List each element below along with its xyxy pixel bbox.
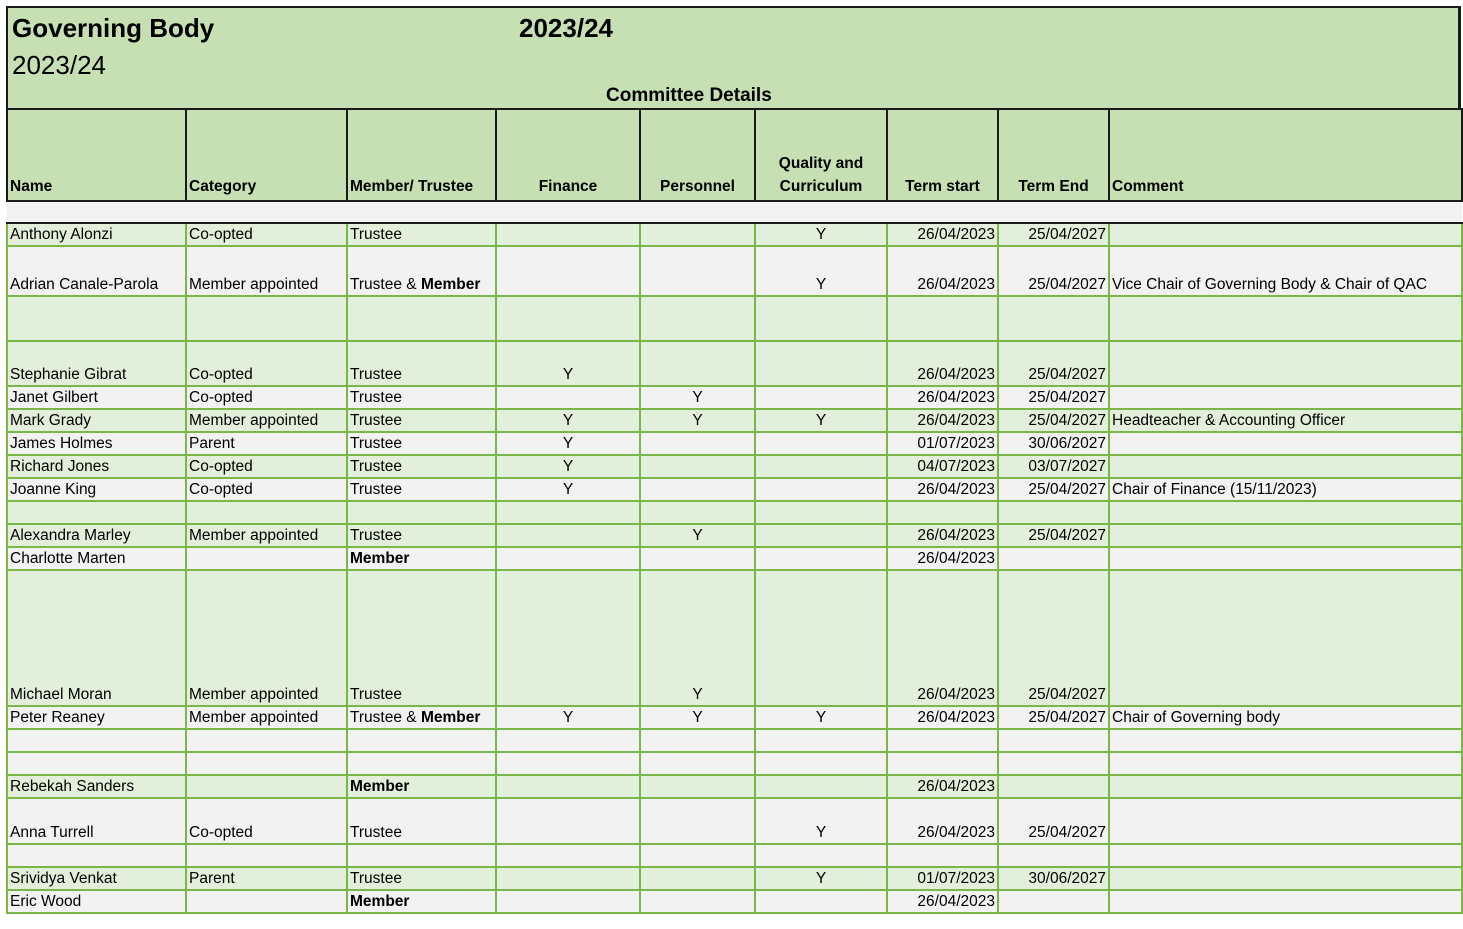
term-end-cell[interactable]: 25/04/2027 (998, 246, 1109, 296)
table-row (7, 386, 1462, 409)
member-category-cell[interactable]: Co-opted (186, 386, 347, 409)
comment-cell[interactable] (1109, 570, 1462, 706)
finance-flag-cell[interactable] (496, 798, 640, 844)
member-name-cell[interactable]: Michael Moran (7, 570, 186, 706)
member-name-cell[interactable]: Mark Grady (7, 409, 186, 432)
table-row (7, 455, 1462, 478)
personnel-flag-cell[interactable]: Y (640, 524, 755, 547)
personnel-flag-cell[interactable] (640, 752, 755, 775)
quality-flag-cell[interactable] (755, 341, 887, 386)
personnel-flag-cell[interactable] (640, 341, 755, 386)
title-banner (6, 6, 1461, 108)
comment-cell[interactable] (1109, 752, 1462, 775)
year-heading: 2023/24 (519, 13, 613, 43)
term-start-cell[interactable]: 26/04/2023 (887, 409, 998, 432)
member-name-cell[interactable]: Adrian Canale-Parola (7, 246, 186, 296)
table-header (7, 109, 1462, 223)
role-member-bold: Member (350, 778, 410, 795)
personnel-flag-cell[interactable] (640, 455, 755, 478)
member-name-cell[interactable]: James Holmes (7, 432, 186, 455)
comment-cell[interactable] (1109, 455, 1462, 478)
comment-cell[interactable] (1109, 341, 1462, 386)
table-row (7, 246, 1462, 296)
finance-flag-cell[interactable]: Y (496, 341, 640, 386)
member-name-cell[interactable]: Anna Turrell (7, 798, 186, 844)
term-start-cell[interactable]: 26/04/2023 (887, 570, 998, 706)
term-end-cell[interactable]: 25/04/2027 (998, 706, 1109, 729)
col-name: Name (7, 109, 186, 201)
comment-cell[interactable]: Vice Chair of Governing Body & Chair of QAC (1109, 246, 1462, 296)
table-row (7, 844, 1462, 867)
term-start-cell[interactable] (887, 501, 998, 524)
member-role-cell[interactable] (347, 223, 496, 246)
member-category-cell[interactable]: Parent (186, 867, 347, 890)
finance-flag-cell[interactable]: Y (496, 409, 640, 432)
finance-flag-cell[interactable] (496, 844, 640, 867)
table-row (7, 570, 1462, 706)
table-body (7, 223, 1462, 913)
member-name-cell[interactable]: Janet Gilbert (7, 386, 186, 409)
personnel-flag-cell[interactable] (640, 223, 755, 246)
finance-flag-cell[interactable] (496, 752, 640, 775)
col-quality-line1: Quality and (778, 155, 864, 172)
finance-flag-cell[interactable] (496, 386, 640, 409)
comment-cell[interactable] (1109, 524, 1462, 547)
comment-cell[interactable] (1109, 844, 1462, 867)
comment-cell[interactable]: Headteacher & Accounting Officer (1109, 409, 1462, 432)
quality-flag-cell[interactable] (755, 296, 887, 341)
table-row (7, 547, 1462, 570)
quality-flag-cell[interactable] (755, 455, 887, 478)
finance-flag-cell[interactable] (496, 890, 640, 913)
term-start-cell[interactable]: 04/07/2023 (887, 455, 998, 478)
term-end-cell[interactable] (998, 501, 1109, 524)
member-name-cell[interactable]: Richard Jones (7, 455, 186, 478)
personnel-flag-cell[interactable] (640, 501, 755, 524)
member-role-cell[interactable] (347, 547, 496, 570)
role-text: Trustee (350, 824, 402, 841)
personnel-flag-cell[interactable] (640, 775, 755, 798)
quality-flag-cell[interactable] (755, 386, 887, 409)
finance-flag-cell[interactable] (496, 524, 640, 547)
finance-flag-cell[interactable] (496, 501, 640, 524)
member-category-cell[interactable]: Co-opted (186, 478, 347, 501)
member-role-cell[interactable] (347, 775, 496, 798)
finance-flag-cell[interactable] (496, 223, 640, 246)
quality-flag-cell[interactable] (755, 752, 887, 775)
member-category-cell[interactable]: Co-opted (186, 798, 347, 844)
member-role-cell[interactable] (347, 844, 496, 867)
quality-flag-cell[interactable] (755, 775, 887, 798)
role-member-bold: Member (350, 550, 410, 567)
term-start-cell[interactable]: 26/04/2023 (887, 478, 998, 501)
role-text: Trustee (350, 226, 402, 243)
member-category-cell[interactable] (186, 775, 347, 798)
table-row (7, 478, 1462, 501)
personnel-flag-cell[interactable] (640, 867, 755, 890)
table-row (7, 524, 1462, 547)
term-end-cell[interactable]: 25/04/2027 (998, 524, 1109, 547)
term-start-cell[interactable]: 26/04/2023 (887, 246, 998, 296)
quality-flag-cell[interactable]: Y (755, 223, 887, 246)
term-end-cell[interactable] (998, 890, 1109, 913)
personnel-flag-cell[interactable] (640, 890, 755, 913)
committee-heading: Committee Details (606, 85, 772, 106)
term-end-cell[interactable] (998, 844, 1109, 867)
member-name-cell[interactable] (7, 501, 186, 524)
col-category: Category (186, 109, 347, 201)
comment-cell[interactable] (1109, 547, 1462, 570)
member-role-cell[interactable] (347, 455, 496, 478)
member-name-cell[interactable] (7, 844, 186, 867)
term-start-cell[interactable]: 26/04/2023 (887, 706, 998, 729)
term-end-cell[interactable] (998, 775, 1109, 798)
member-category-cell[interactable] (186, 547, 347, 570)
term-end-cell[interactable] (998, 296, 1109, 341)
finance-flag-cell[interactable]: Y (496, 478, 640, 501)
personnel-flag-cell[interactable] (640, 729, 755, 752)
member-role-cell[interactable] (347, 706, 496, 729)
comment-cell[interactable]: Chair of Governing body (1109, 706, 1462, 729)
term-start-cell[interactable] (887, 752, 998, 775)
term-end-cell[interactable]: 25/04/2027 (998, 409, 1109, 432)
member-category-cell[interactable]: Parent (186, 432, 347, 455)
personnel-flag-cell[interactable]: Y (640, 706, 755, 729)
term-end-cell[interactable]: 25/04/2027 (998, 341, 1109, 386)
role-text: Trustee (350, 458, 402, 475)
quality-flag-cell[interactable] (755, 729, 887, 752)
member-name-cell[interactable]: Peter Reaney (7, 706, 186, 729)
col-personnel: Personnel (640, 109, 755, 201)
member-role-cell[interactable] (347, 341, 496, 386)
table-row (7, 775, 1462, 798)
term-end-cell[interactable] (998, 729, 1109, 752)
personnel-flag-cell[interactable]: Y (640, 386, 755, 409)
term-end-cell[interactable]: 25/04/2027 (998, 386, 1109, 409)
term-start-cell[interactable] (887, 729, 998, 752)
personnel-flag-cell[interactable]: Y (640, 570, 755, 706)
term-end-cell[interactable] (998, 547, 1109, 570)
member-role-cell[interactable] (347, 296, 496, 341)
table-row (7, 341, 1462, 386)
term-end-cell[interactable]: 30/06/2027 (998, 432, 1109, 455)
role-text: Trustee (350, 412, 402, 429)
member-category-cell[interactable] (186, 844, 347, 867)
member-category-cell[interactable] (186, 752, 347, 775)
role-text: Trustee (350, 366, 402, 383)
col-member-trustee: Member/ Trustee (347, 109, 496, 201)
col-comment: Comment (1109, 109, 1462, 201)
col-finance: Finance (496, 109, 640, 201)
term-start-cell[interactable]: 26/04/2023 (887, 386, 998, 409)
quality-flag-cell[interactable] (755, 524, 887, 547)
role-member-bold: Member (350, 893, 410, 910)
member-category-cell[interactable] (186, 296, 347, 341)
quality-flag-cell[interactable] (755, 478, 887, 501)
member-name-cell[interactable] (7, 752, 186, 775)
role-text: Trustee (350, 481, 402, 498)
quality-flag-cell[interactable] (755, 501, 887, 524)
finance-flag-cell[interactable] (496, 246, 640, 296)
header-gap (7, 201, 1462, 223)
personnel-flag-cell[interactable] (640, 547, 755, 570)
member-name-cell[interactable] (7, 729, 186, 752)
comment-cell[interactable] (1109, 775, 1462, 798)
comment-cell[interactable] (1109, 223, 1462, 246)
finance-flag-cell[interactable] (496, 775, 640, 798)
member-role-cell[interactable] (347, 432, 496, 455)
table-row (7, 501, 1462, 524)
term-end-cell[interactable]: 03/07/2027 (998, 455, 1109, 478)
role-member-bold: Member (420, 276, 481, 293)
term-start-cell[interactable]: 26/04/2023 (887, 524, 998, 547)
member-category-cell[interactable]: Member appointed (186, 570, 347, 706)
term-start-cell[interactable] (887, 296, 998, 341)
term-start-cell[interactable]: 01/07/2023 (887, 432, 998, 455)
term-start-cell[interactable] (887, 844, 998, 867)
member-role-cell[interactable] (347, 409, 496, 432)
quality-flag-cell[interactable] (755, 570, 887, 706)
member-category-cell[interactable] (186, 501, 347, 524)
finance-flag-cell[interactable] (496, 570, 640, 706)
role-text: Trustee & (350, 276, 421, 293)
member-category-cell[interactable]: Co-opted (186, 455, 347, 478)
member-category-cell[interactable]: Member appointed (186, 706, 347, 729)
comment-cell[interactable] (1109, 386, 1462, 409)
role-text: Trustee (350, 527, 402, 544)
term-start-cell[interactable]: 26/04/2023 (887, 775, 998, 798)
personnel-flag-cell[interactable]: Y (640, 409, 755, 432)
quality-flag-cell[interactable] (755, 844, 887, 867)
member-category-cell[interactable]: Co-opted (186, 341, 347, 386)
quality-flag-cell[interactable]: Y (755, 798, 887, 844)
member-category-cell[interactable] (186, 890, 347, 913)
comment-cell[interactable] (1109, 890, 1462, 913)
role-text: Trustee & (350, 709, 421, 726)
member-role-cell[interactable] (347, 246, 496, 296)
member-role-cell[interactable] (347, 570, 496, 706)
member-role-cell[interactable] (347, 478, 496, 501)
term-start-cell[interactable]: 26/04/2023 (887, 341, 998, 386)
term-start-cell[interactable]: 01/07/2023 (887, 867, 998, 890)
member-name-cell[interactable]: Stephanie Gibrat (7, 341, 186, 386)
committee-table (6, 108, 1463, 914)
quality-flag-cell[interactable]: Y (755, 246, 887, 296)
personnel-flag-cell[interactable] (640, 798, 755, 844)
role-text: Trustee (350, 870, 402, 887)
table-row (7, 409, 1462, 432)
member-name-cell[interactable]: Charlotte Marten (7, 547, 186, 570)
term-end-cell[interactable]: 25/04/2027 (998, 798, 1109, 844)
role-text: Trustee (350, 435, 402, 452)
member-category-cell[interactable]: Member appointed (186, 524, 347, 547)
member-name-cell[interactable]: Srividya Venkat (7, 867, 186, 890)
personnel-flag-cell[interactable] (640, 844, 755, 867)
table-row (7, 867, 1462, 890)
finance-flag-cell[interactable]: Y (496, 432, 640, 455)
personnel-flag-cell[interactable] (640, 478, 755, 501)
finance-flag-cell[interactable] (496, 867, 640, 890)
member-role-cell[interactable] (347, 501, 496, 524)
member-role-cell[interactable] (347, 867, 496, 890)
member-name-cell[interactable]: Joanne King (7, 478, 186, 501)
member-role-cell[interactable] (347, 524, 496, 547)
member-name-cell[interactable]: Eric Wood (7, 890, 186, 913)
personnel-flag-cell[interactable] (640, 246, 755, 296)
col-quality-line2: Curriculum (779, 178, 863, 195)
col-term-end: Term End (998, 109, 1109, 201)
comment-cell[interactable] (1109, 729, 1462, 752)
term-start-cell[interactable]: 26/04/2023 (887, 223, 998, 246)
finance-flag-cell[interactable]: Y (496, 455, 640, 478)
comment-cell[interactable] (1109, 867, 1462, 890)
member-name-cell[interactable]: Alexandra Marley (7, 524, 186, 547)
quality-flag-cell[interactable]: Y (755, 867, 887, 890)
finance-flag-cell[interactable] (496, 729, 640, 752)
table-row (7, 432, 1462, 455)
member-name-cell[interactable]: Rebekah Sanders (7, 775, 186, 798)
member-role-cell[interactable] (347, 729, 496, 752)
col-term-start: Term start (887, 109, 998, 201)
member-role-cell[interactable] (347, 890, 496, 913)
table-row (7, 752, 1462, 775)
member-role-cell[interactable] (347, 752, 496, 775)
member-name-cell[interactable]: Anthony Alonzi (7, 223, 186, 246)
member-category-cell[interactable]: Co-opted (186, 223, 347, 246)
spreadsheet (6, 6, 1461, 914)
term-end-cell[interactable]: 30/06/2027 (998, 867, 1109, 890)
comment-cell[interactable] (1109, 798, 1462, 844)
personnel-flag-cell[interactable] (640, 296, 755, 341)
finance-flag-cell[interactable] (496, 296, 640, 341)
table-row (7, 706, 1462, 729)
quality-flag-cell[interactable] (755, 432, 887, 455)
finance-flag-cell[interactable] (496, 547, 640, 570)
role-member-bold: Member (420, 709, 481, 726)
comment-cell[interactable] (1109, 296, 1462, 341)
term-end-cell[interactable]: 25/04/2027 (998, 570, 1109, 706)
member-role-cell[interactable] (347, 386, 496, 409)
table-row (7, 223, 1462, 246)
col-quality-curriculum (755, 109, 887, 201)
table-row (7, 798, 1462, 844)
comment-cell[interactable] (1109, 432, 1462, 455)
member-category-cell[interactable]: Member appointed (186, 409, 347, 432)
term-end-cell[interactable] (998, 752, 1109, 775)
quality-flag-cell[interactable]: Y (755, 706, 887, 729)
role-text: Trustee (350, 686, 402, 703)
term-start-cell[interactable]: 26/04/2023 (887, 798, 998, 844)
member-name-cell[interactable] (7, 296, 186, 341)
personnel-flag-cell[interactable] (640, 432, 755, 455)
comment-cell[interactable]: Chair of Finance (15/11/2023) (1109, 478, 1462, 501)
member-role-cell[interactable] (347, 798, 496, 844)
member-category-cell[interactable]: Member appointed (186, 246, 347, 296)
sheet-title: Governing Body (12, 13, 215, 43)
year-subheading: 2023/24 (12, 50, 106, 80)
quality-flag-cell[interactable] (755, 547, 887, 570)
quality-flag-cell[interactable] (755, 890, 887, 913)
finance-flag-cell[interactable]: Y (496, 706, 640, 729)
role-text: Trustee (350, 389, 402, 406)
term-end-cell[interactable]: 25/04/2027 (998, 223, 1109, 246)
quality-flag-cell[interactable]: Y (755, 409, 887, 432)
table-row (7, 729, 1462, 752)
table-row (7, 890, 1462, 913)
table-row (7, 296, 1462, 341)
term-start-cell[interactable]: 26/04/2023 (887, 890, 998, 913)
member-category-cell[interactable] (186, 729, 347, 752)
comment-cell[interactable] (1109, 501, 1462, 524)
term-end-cell[interactable]: 25/04/2027 (998, 478, 1109, 501)
term-start-cell[interactable]: 26/04/2023 (887, 547, 998, 570)
